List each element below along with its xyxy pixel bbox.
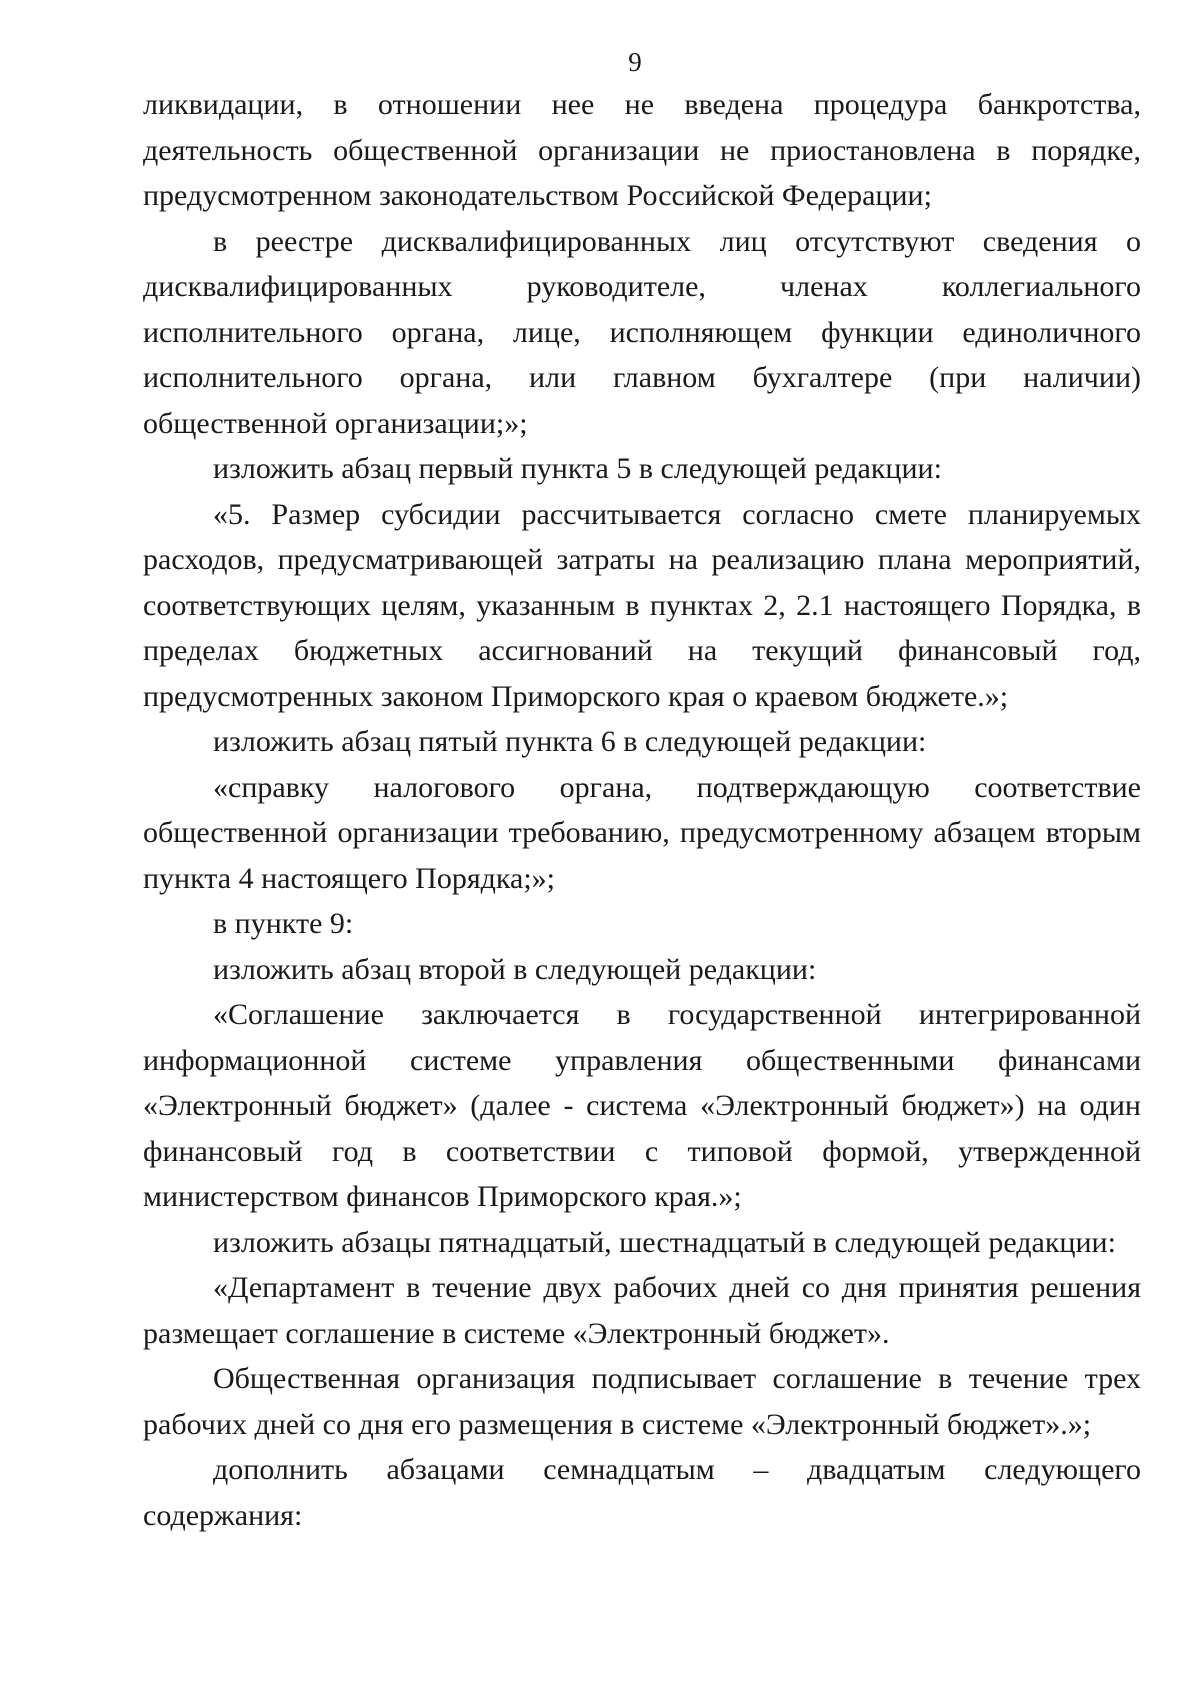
paragraph-supplement: дополнить абзацами семнадцатым – двадцатым следующего содержания: <box>143 1453 1141 1532</box>
document-body <box>143 82 1141 1538</box>
paragraph-instruction-15-16: изложить абзацы пятнадцатый, шестнадцатый в следующей редакции: <box>213 1225 1116 1259</box>
paragraph-department: «Департамент в течение двух рабочих дней со дня принятия решения размещает соглашение в системе «Электронный бюджет». <box>143 1271 1141 1350</box>
paragraph-subsidy-size: «5. Размер субсидии рассчитывается согласно смете планируемых расходов, предусматривающей затраты на реализацию плана мероприятий, соответствующих целям, указанным в пунктах 2, 2.1 настоящего Порядка, в пределах бюджетных ассигнований на текущий финансовый год, предусмотренных законом Приморского края о краевом бюджете.»; <box>143 497 1141 713</box>
page-number: 9 <box>628 47 642 77</box>
paragraph-instruction-p5: изложить абзац первый пункта 5 в следующей редакции: <box>213 452 942 485</box>
paragraph-agreement: «Соглашение заключается в государственной интегрированной информационной системе управления общественными финансами «Электронный бюджет» (далее - система «Электронный бюджет») на один финансовый год в соответствии с типовой формой, утвержденной министерством финансов Приморского края.»; <box>143 998 1141 1213</box>
paragraph-tax-certificate: «справку налогового органа, подтверждающую соответствие общественной организации требованию, предусмотренному абзацем вторым пункта 4 настоящего Порядка;»; <box>143 770 1141 895</box>
paragraph-continuation: ликвидации, в отношении нее не введена процедура банкротства, деятельность общественной организации не приостановлена в порядке, предусмотренном законодательством Российской Федерации; <box>143 88 1141 212</box>
paragraph-organization-signs: Общественная организация подписывает соглашение в течение трех рабочих дней со дня его размещения в системе «Электронный бюджет».»; <box>143 1362 1141 1441</box>
paragraph-instruction-p6: изложить абзац пятый пункта 6 в следующей редакции: <box>213 725 927 758</box>
paragraph-clause-9: в пункте 9: <box>213 907 354 940</box>
paragraph-registry: в реестре дисквалифицированных лиц отсутствуют сведения о дисквалифицированных руководителе, членах коллегиального исполнительного органа, лице, исполняющем функции единоличного исполнительного органа, или главном бухгалтере (при наличии) общественной организации;»; <box>143 224 1141 440</box>
paragraph-instruction-second: изложить абзац второй в следующей редакции: <box>213 952 817 986</box>
